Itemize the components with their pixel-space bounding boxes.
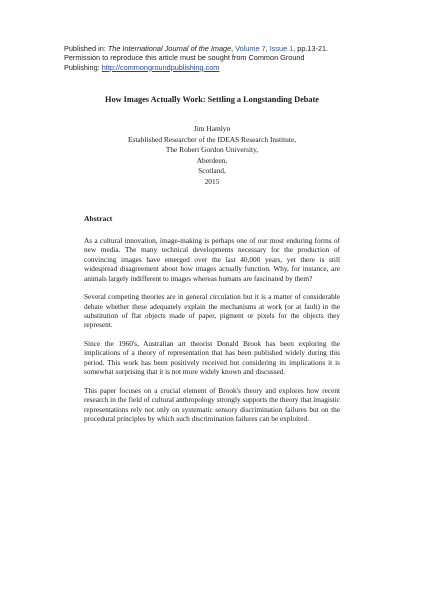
affiliation-line: Established Researcher of the IDEAS Research Institute,: [127, 134, 297, 144]
publishing-label: Publishing:: [64, 62, 100, 72]
affiliation-line: 2015: [204, 176, 220, 186]
affiliation-line: Aberdeen,: [196, 155, 228, 165]
volume-label: Volume 7: [235, 44, 266, 53]
paper-title: How Images Actually Work: Settling a Longstanding Debate: [105, 95, 319, 104]
abstract-heading: Abstract: [84, 214, 113, 223]
separator: ,: [265, 44, 268, 53]
affiliation-line: Scotland,: [198, 166, 226, 176]
published-in-label: Published in:: [64, 44, 106, 53]
author-name: Jim Hamlyn: [193, 124, 231, 133]
issue-label: Issue 1: [269, 44, 294, 53]
abstract-paragraph: Since the 1960's, Australian art theorist Donald Brook has been exploring the implications of a theory of representation that has been published widely during this period. This work has been positively received but considering its implications it is somewhat surprising that it is not more widely known and discussed.: [84, 339, 340, 377]
publisher-line: [64, 63, 364, 72]
abstract-paragraph: Several competing theories are in general circulation but it is a matter of considerable debate whether these adequately explain the mechanisms at work (or at fault) in the substitution of flat objects made of paper, pigment or pixels for the objects they represent.: [84, 292, 340, 330]
publication-line: [64, 44, 364, 53]
abstract-paragraph: As a cultural innovation, image-making is perhaps one of our most enduring forms of new media. The many technical developments necessary for the production of convincing images have emerged over the last 40,000 years, yet there is still widespread disagreement about how images actually function. Why, for instance, are animals largely indifferent to images whereas humans are fascinated by them?: [84, 236, 340, 283]
author-block: [60, 124, 364, 188]
separator: ,: [231, 44, 234, 53]
permission-line: Permission to reproduce this article must be sought from Common Ground: [64, 53, 305, 63]
publisher-link[interactable]: http://commongroundpublishing.com: [101, 62, 220, 72]
affiliation-line: The Robert Gordon University,: [165, 145, 259, 155]
journal-name: The International Journal of the Image: [107, 44, 232, 53]
pages-label: , pp.13-21.: [293, 44, 329, 53]
abstract-body: [84, 236, 340, 433]
abstract-paragraph: This paper focuses on a crucial element of Brook's theory and explores how recent research in the field of cultural anthropology strongly supports the theory that imagistic representations rely not only on systematic sensory discrimination failures but on the procedural principles by which such discrimination failures can be exploited.: [84, 385, 340, 424]
publication-info: [64, 44, 364, 72]
